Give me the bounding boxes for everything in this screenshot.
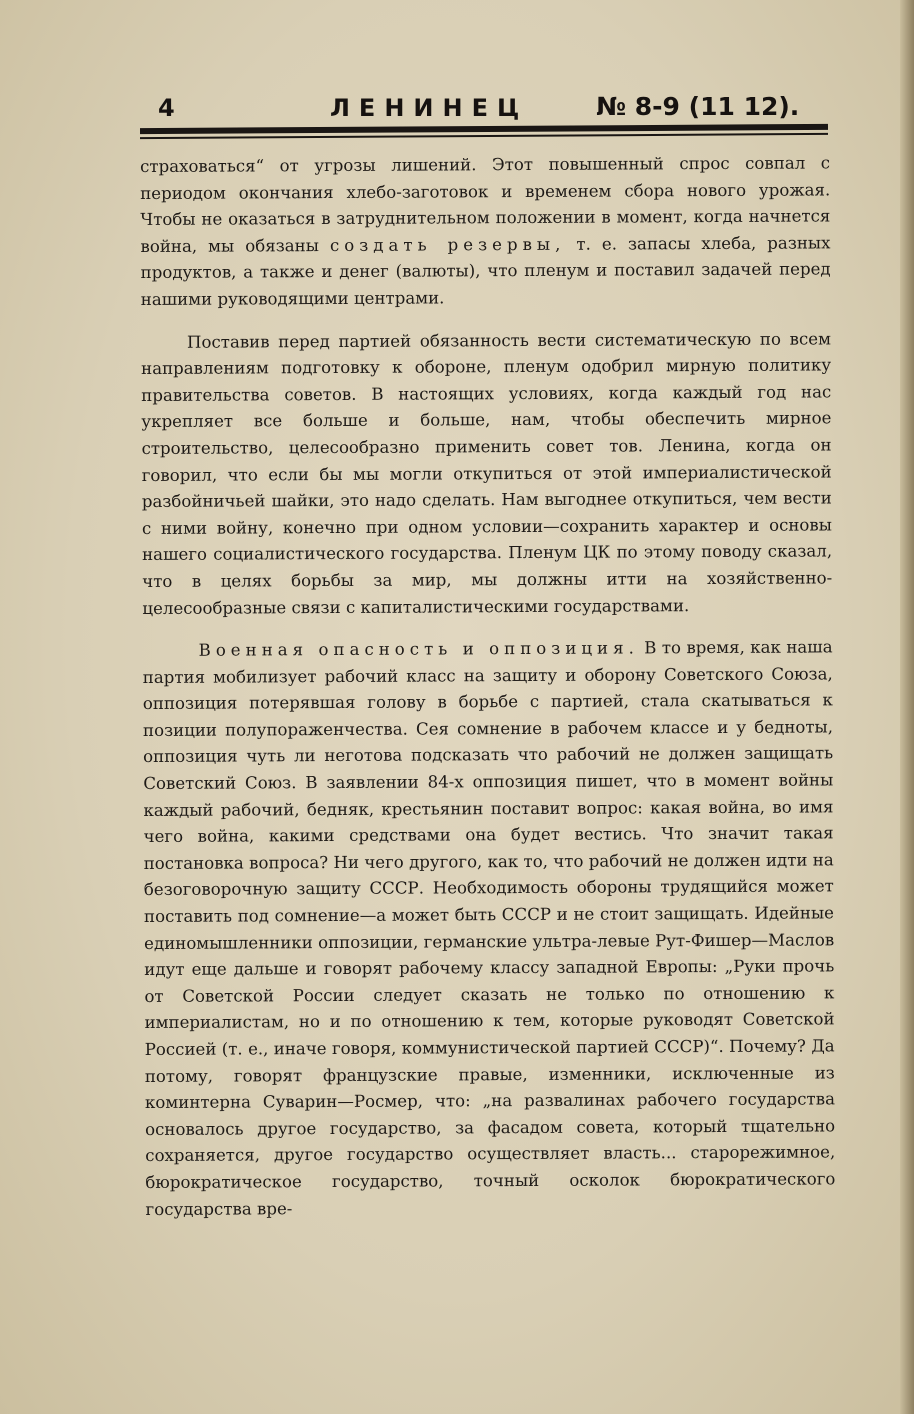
page-number: 4 bbox=[158, 94, 175, 122]
paragraph-1-rest: т. е. запасы хлеба, разных продуктов, а также и денег (валюты), что пленум и поставил задачей перед нашими руководящими центрами. bbox=[140, 233, 831, 309]
paragraph-1 bbox=[140, 150, 831, 313]
page-header bbox=[148, 88, 828, 128]
paragraph-3-text: В то время, как наша партия мобилизует рабочий класс на защиту и оборону Советского Союза, оппозиция потерявшая голову в борьбе с партией, стала скатываться к позиции полупораженчества. Сея сомнение в рабочем классе и у бедноты, оппозиция чуть ли неготова подсказать что рабочий не должен защищать Советский Союз. В заявлении 84-х оппозиция пишет, что в момент войны каждый рабочий, бедняк, крестьянин поставит вопрос: какая война, во имя чего война, какими средствами она будет вестись. Что значит такая постановка вопроса? Ни чего другого, как то, что рабочий не должен идти на безоговорочную защиту СССР. Необходимость обороны трудящийся может поставить под сомнение—а может быть СССР и не стоит защищать. Идейные единомышленники оппозиции, германские ультра-левые Рут-Фишер—Маслов идут еще дальше и говорят рабочему классу западной Европы: „Руки прочь от Советской России следует сказать не только по отношению к империалистам, но и по отношению к тем, которые руководят Советской Россией (т. е., иначе говоря, коммунистической партией СССР)“. Почему? Да потому, говорят французские правые, изменники, исключенные из коминтерна Суварин—Росмер, что: „на развалинах рабочего государства основалось другое государство, за фасадом совета, который тщательно сохраняется, другое государство осуществляет власть... старорежимное, бюрократическое государство, точный осколок бюрократического государства вре- bbox=[142, 637, 836, 1219]
journal-title: ЛЕНИНЕЦ bbox=[330, 94, 529, 122]
article-body bbox=[140, 150, 836, 1223]
page-edge-shadow bbox=[900, 0, 914, 1414]
paragraph-1-text: страховаться“ от угрозы лишений. Этот повышенный спрос совпал с периодом окончания хлебо-заготовок и временем сбора нового урожая. Чтобы не оказаться в затруднительном положении в момент, когда начнется война, мы обязаны bbox=[140, 153, 831, 256]
paragraph-2: Поставив перед партией обязанность вести систематическую по всем направлениям подготовку к обороне, пленум одобрил мирную политику правительства советов. В настоящих условиях, когда каждый год нас укрепляет все больше и больше, нам, чтобы обеспечить мирное строительство, целесообразно применить совет тов. Ленина, когда он говорил, что если бы мы могли откупиться от этой империалистической разбойничьей шайки, это надо сделать. Нам выгоднее откупиться, чем вести с ними войну, конечно при одном условии—сохранить характер и основы нашего социалистического государства. Пленум ЦК по этому поводу сказал, что в целях борьбы за мир, мы должны итти на хозяйственно-целесообразные связи с капиталистическими государствами. bbox=[141, 328, 833, 618]
paragraph-3 bbox=[143, 634, 836, 1223]
paragraph-1-emphasis: создать резервы, bbox=[329, 234, 566, 255]
issue-number: № 8-9 (11 12). bbox=[596, 92, 800, 121]
section-heading: Военная опасность и оппозиция. bbox=[198, 638, 639, 660]
header-rule-thin bbox=[140, 133, 828, 139]
